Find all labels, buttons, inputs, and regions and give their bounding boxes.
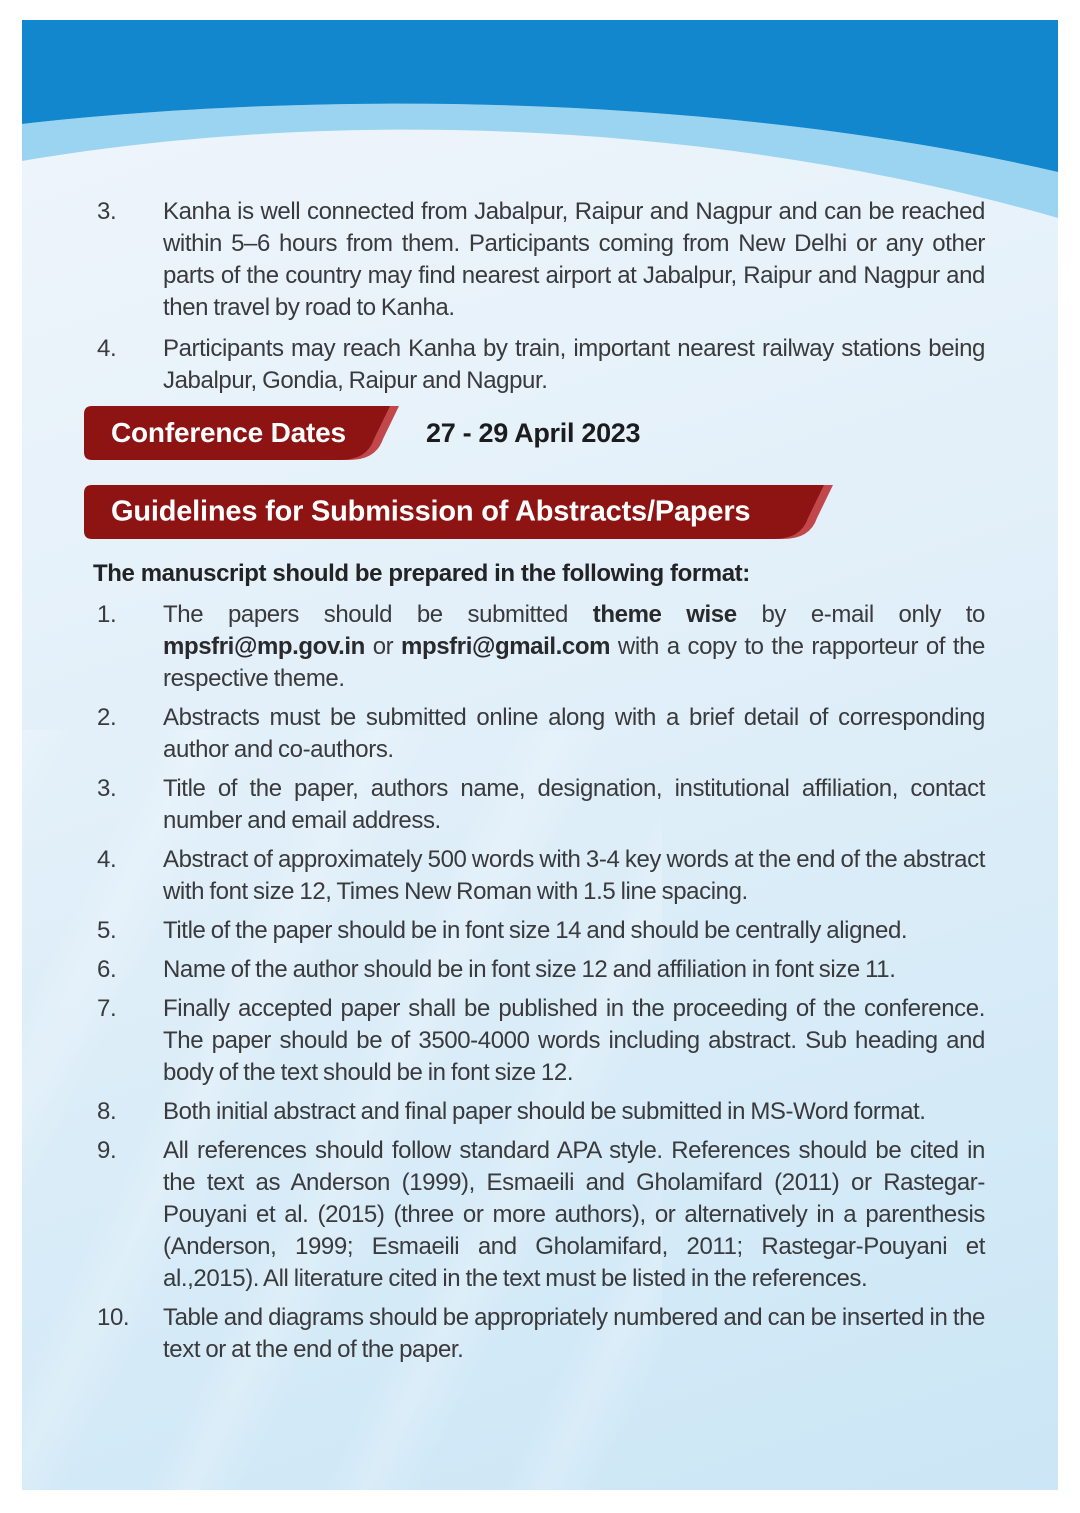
list-item bbox=[97, 844, 985, 908]
list-item bbox=[97, 915, 985, 947]
list-text: Abstracts must be submitted online along with a brief detail of corresponding author and co-authors. bbox=[163, 704, 985, 763]
banner-label: Conference Dates bbox=[111, 417, 346, 448]
list-text: Kanha is well connected from Jabalpur, Raipur and Nagpur and can be reached within 5–6 hours from them. Participants coming from New Delhi or any other parts of the country may find nearest airport at Jabalpur, Raipur and Nagpur and then travel by road to Kanha. bbox=[163, 198, 985, 321]
list-text: Abstract of approximately 500 words with 3-4 key words at the end of the abstract with font size 12, Times New Roman with 1.5 line spacing. bbox=[163, 846, 985, 905]
list-text: Title of the paper, authors name, designation, institutional affiliation, contact number and email address. bbox=[163, 775, 985, 834]
list-text: All references should follow standard APA style. References should be cited in the text as Anderson (1999), Esmaeili and Gholamifard (2011) or Rastegar-Pouyani et al. (2015) (three or more authors), or alternatively in a parenthesis (Anderson, 1999; Esmaeili and Gholamifard, 2011; Rastegar-Pouyani et al.,2015). All literature cited in the text must be listed in the references. bbox=[163, 1137, 985, 1292]
list-item bbox=[97, 1135, 985, 1295]
conference-date-value: 27 - 29 April 2023 bbox=[426, 417, 641, 448]
list-number: 7. bbox=[97, 995, 117, 1022]
list-item bbox=[97, 954, 985, 986]
list-number: 2. bbox=[97, 704, 117, 731]
list-text: Name of the author should be in font size 12 and affiliation in font size 11. bbox=[163, 956, 896, 983]
list-text: Table and diagrams should be appropriately numbered and can be inserted in the text or at the end of the paper. bbox=[163, 1304, 985, 1363]
page-content bbox=[22, 20, 1058, 1366]
page-inner bbox=[22, 20, 1058, 1490]
list-item bbox=[97, 333, 985, 397]
list-number: 3. bbox=[97, 775, 117, 802]
list-item bbox=[97, 993, 985, 1089]
list-number: 4. bbox=[97, 846, 117, 873]
list-text: Finally accepted paper shall be published in the proceeding of the conference. The paper should be of 3500-4000 words including abstract. Sub heading and body of the text should be in font size 12. bbox=[163, 995, 985, 1086]
list-number: 10. bbox=[97, 1304, 130, 1331]
conference-row bbox=[84, 406, 1058, 460]
list-item bbox=[97, 196, 985, 324]
list-text: The papers should be submitted theme wise by e-mail only to mpsfri@mp.gov.in or mpsfri@gmail.com with a copy to the rapporteur of the respective theme. bbox=[163, 601, 985, 692]
banner-label: Guidelines for Submission of Abstracts/Papers bbox=[111, 495, 751, 528]
guidelines-list bbox=[97, 599, 985, 1366]
manuscript-format-heading: The manuscript should be prepared in the following format: bbox=[93, 560, 750, 587]
guidelines-banner bbox=[84, 485, 834, 539]
list-number: 1. bbox=[97, 601, 117, 628]
list-number: 9. bbox=[97, 1137, 117, 1164]
list-text: Both initial abstract and final paper should be submitted in MS-Word format. bbox=[163, 1098, 926, 1125]
list-text: Participants may reach Kanha by train, important nearest railway stations being Jabalpur, Gondia, Raipur and Nagpur. bbox=[163, 335, 985, 394]
list-item bbox=[97, 773, 985, 837]
list-number: 4. bbox=[97, 335, 117, 362]
list-text: Title of the paper should be in font size 14 and should be centrally aligned. bbox=[163, 917, 908, 944]
list-item bbox=[97, 702, 985, 766]
list-item bbox=[97, 1302, 985, 1366]
list-number: 6. bbox=[97, 956, 117, 983]
conference-dates-banner bbox=[84, 406, 400, 460]
list-item bbox=[97, 599, 985, 695]
intro-list bbox=[97, 196, 985, 397]
list-item bbox=[97, 1096, 985, 1128]
list-number: 8. bbox=[97, 1098, 117, 1125]
list-number: 5. bbox=[97, 917, 117, 944]
list-number: 3. bbox=[97, 198, 117, 225]
